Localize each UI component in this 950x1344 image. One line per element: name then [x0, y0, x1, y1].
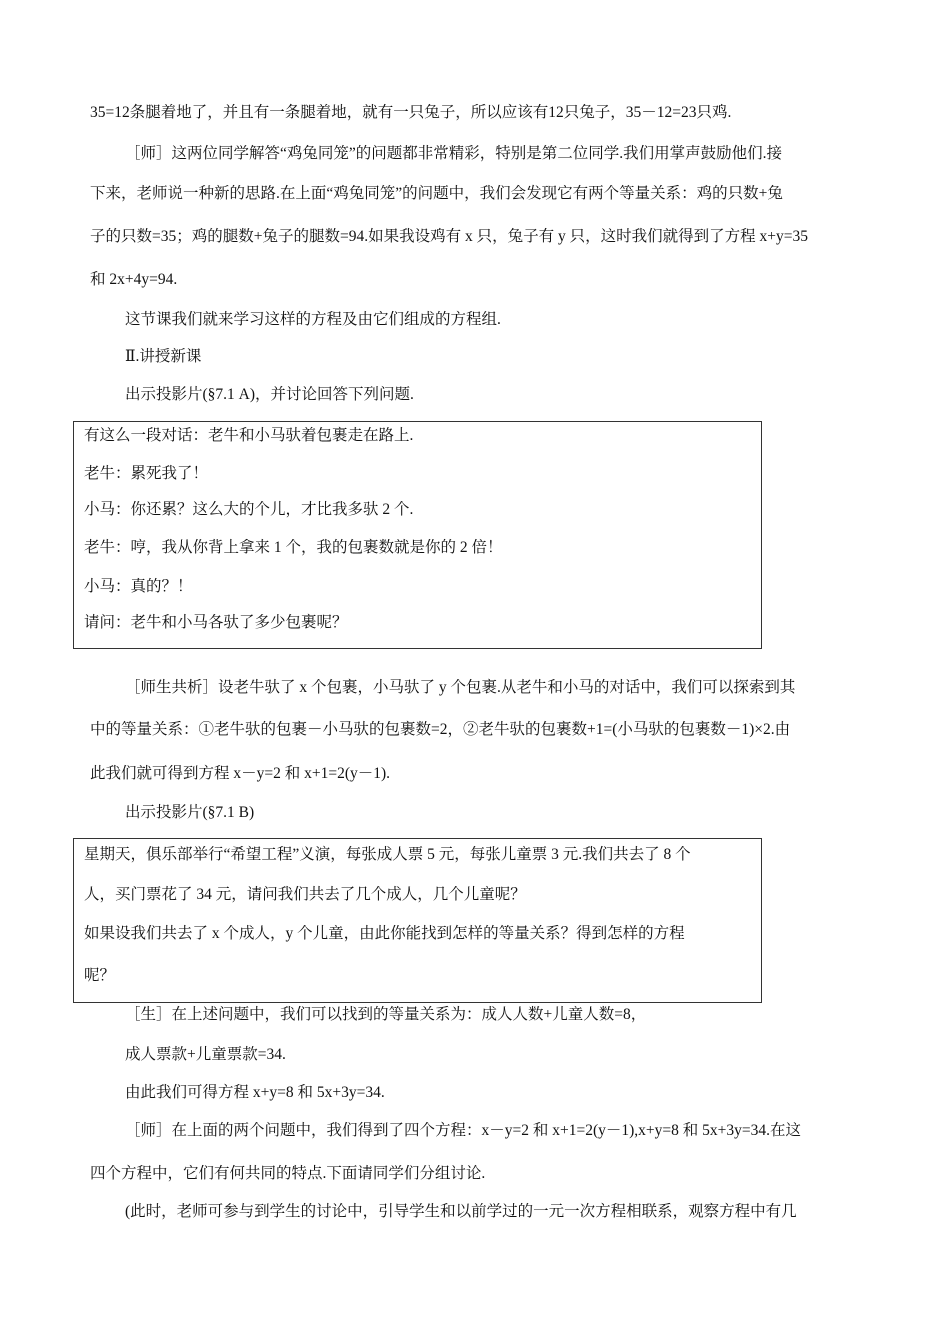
box-line: 小马：你还累？这么大的个儿，才比我多驮 2 个.	[84, 501, 414, 518]
paragraph-line: 35=12条腿着地了，并且有一条腿着地，就有一只兔子，所以应该有12只兔子，35－12=23只鸡.	[90, 104, 732, 121]
box-line: 小马：真的？！	[84, 578, 193, 595]
paragraph-line: ［师］在上面的两个问题中，我们得到了四个方程：x－y=2 和 x+1=2(y－1),x+y=8 和 5x+3y=34.在这	[125, 1122, 802, 1139]
projection-box-a	[73, 421, 762, 649]
paragraph-line: (此时，老师可参与到学生的讨论中，引导学生和以前学过的一元一次方程相联系，观察方程中有几	[125, 1203, 797, 1220]
box-line: 呢？	[84, 967, 116, 984]
paragraph-line: 和 2x+4y=94.	[90, 271, 178, 288]
paragraph-line: 下来，老师说一种新的思路.在上面“鸡兔同笼”的问题中，我们会发现它有两个等量关系：鸡的只数+兔	[90, 185, 783, 202]
paragraph-line: 这节课我们就来学习这样的方程及由它们组成的方程组.	[125, 311, 501, 328]
box-line: 人，买门票花了 34 元，请问我们共去了几个成人，几个儿童呢？	[84, 886, 526, 903]
box-line: 老牛：哼，我从你背上拿来 1 个，我的包裹数就是你的 2 倍！	[84, 539, 503, 556]
box-line: 星期天，俱乐部举行“希望工程”义演，每张成人票 5 元，每张儿童票 3 元.我们共去了 8 个	[84, 846, 691, 863]
paragraph-line: 成人票款+儿童票款=34.	[125, 1046, 286, 1063]
paragraph-line: ［师］这两位同学解答“鸡兔同笼”的问题都非常精彩，特别是第二位同学.我们用掌声鼓励他们.接	[125, 145, 783, 162]
paragraph-line: 出示投影片(§7.1 A)，并讨论回答下列问题.	[125, 386, 414, 403]
paragraph-line: 子的只数=35；鸡的腿数+兔子的腿数=94.如果我设鸡有 x 只，兔子有 y 只，这时我们就得到了方程 x+y=35	[90, 228, 808, 245]
box-line: 有这么一段对话：老牛和小马驮着包裹走在路上.	[84, 427, 414, 444]
paragraph-line: 四个方程中，它们有何共同的特点.下面请同学们分组讨论.	[90, 1165, 486, 1182]
box-line: 老牛：累死我了！	[84, 465, 209, 482]
paragraph-line: 由此我们可得方程 x+y=8 和 5x+3y=34.	[125, 1084, 385, 1101]
paragraph-line: ［师生共析］设老牛驮了 x 个包裹，小马驮了 y 个包裹.从老牛和小马的对话中，我们可以探索到其	[125, 679, 796, 696]
paragraph-line: 中的等量关系：①老牛驮的包裹－小马驮的包裹数=2，②老牛驮的包裹数+1=(小马驮的包裹数－1)×2.由	[90, 721, 791, 738]
paragraph-line: 此我们就可得到方程 x－y=2 和 x+1=2(y－1).	[90, 765, 391, 782]
projection-box-b	[73, 838, 762, 1003]
paragraph-line: 出示投影片(§7.1 B)	[125, 804, 255, 821]
box-line: 请问：老牛和小马各驮了多少包裹呢？	[84, 614, 348, 631]
paragraph-line: ［生］在上述问题中，我们可以找到的等量关系为：成人人数+儿童人数=8，	[125, 1006, 647, 1023]
box-line: 如果设我们共去了 x 个成人，y 个儿童，由此你能找到怎样的等量关系？得到怎样的方程	[84, 925, 685, 942]
section-heading: Ⅱ.讲授新课	[125, 348, 202, 365]
